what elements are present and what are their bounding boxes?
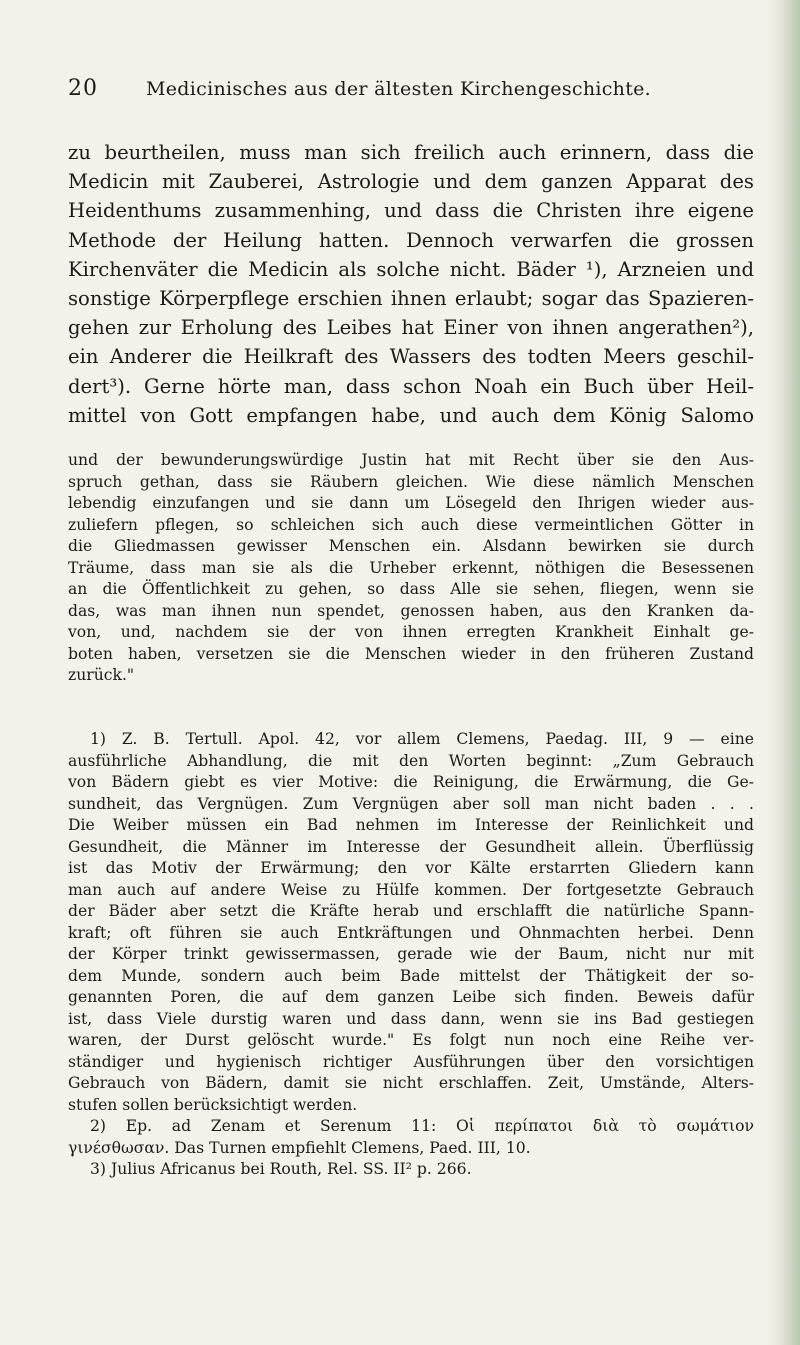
footnote-2-start: 2) Ep. ad Zenam et Serenum 11: Οἱ περίπατοι διὰ τὸ σωμάτιον <box>90 1117 754 1135</box>
footnote-line: Die Weiber müssen ein Bad nehmen im Interesse der Reinlichkeit und <box>68 816 754 834</box>
footnote-3: 3) Julius Africanus bei Routh, Rel. SS. II² p. 266. <box>90 1160 472 1178</box>
text-line: Kirchenväter die Medicin als solche nicht. Bäder ¹), Arzneien und <box>68 257 754 281</box>
footnote-line: ist, dass Viele durstig waren und dass dann, wenn sie ins Bad gestiegen <box>68 1009 754 1028</box>
quote-line: lebendig einzufangen und sie dann um Lösegeld den Ihrigen wieder aus- <box>68 494 754 512</box>
text-line: Heidenthums zusammenhing, und dass die Christen ihre eigene <box>68 199 754 223</box>
text-line: zu beurtheilen, muss man sich freilich auch erinnern, dass die <box>68 141 754 164</box>
quotation-continuation <box>68 450 754 687</box>
main-paragraph <box>68 138 754 430</box>
text-line: dert³). Gerne hörte man, dass schon Noah ein Buch über Heil- <box>68 374 754 398</box>
footnote-line: ständiger und hygienisch richtiger Ausführungen über den vorsichtigen <box>68 1052 754 1071</box>
quote-line: die Gliedmassen gewisser Menschen ein. Alsdann bewirken sie durch <box>68 537 754 555</box>
quote-line: Träume, dass man sie als die Urheber erkennt, nöthigen die Besessenen <box>68 558 754 577</box>
quote-line: spruch gethan, dass sie Räubern gleichen. Wie diese nämlich Menschen <box>68 472 754 491</box>
quote-line: und der bewunderungswürdige Justin hat mit Recht über sie den Aus- <box>68 451 754 469</box>
quote-line: boten haben, versetzen sie die Menschen wieder in den früheren Zustand <box>68 644 754 663</box>
text-line: Medicin mit Zauberei, Astrologie und dem ganzen Apparat des <box>68 170 754 194</box>
footnote-line: der Körper trinkt gewissermassen, gerade wie der Baum, nicht nur mit <box>68 945 754 963</box>
text-line: sonstige Körperpflege erschien ihnen erlaubt; sogar das Spazieren- <box>68 287 754 311</box>
footnote-line: ist das Motiv der Erwärmung; den vor Kälte erstarrten Gliedern kann <box>68 859 754 877</box>
text-line: mittel von Gott empfangen habe, und auch dem König Salomo <box>68 403 754 427</box>
footnote-line: ausführliche Abhandlung, die mit den Worten beginnt: „Zum Gebrauch <box>68 751 754 770</box>
text-line: ein Anderer die Heilkraft des Wassers des todten Meers geschil- <box>68 345 754 369</box>
footnote-line: von Bädern giebt es vier Motive: die Reinigung, die Erwärmung, die Ge- <box>68 773 754 791</box>
footnote-1-start: 1) Z. B. Tertull. Apol. 42, vor allem Clemens, Paedag. III, 9 — eine <box>90 730 754 748</box>
footnote-line: Gebrauch von Bädern, damit sie nicht erschlaffen. Zeit, Umstände, Alters- <box>68 1074 754 1092</box>
footnote-line: γινέσθωσαν. Das Turnen empfiehlt Clemens, Paed. III, 10. <box>68 1138 531 1157</box>
footnote-line: stufen sollen berücksichtigt werden. <box>68 1095 358 1114</box>
quote-line: an die Öffentlichkeit zu gehen, so dass Alle sie sehen, fliegen, wenn sie <box>68 580 754 598</box>
running-head: Medicinisches aus der ältesten Kirchengeschichte. <box>146 78 652 100</box>
footnote-line: waren, der Durst gelöscht wurde." Es folgt nun noch eine Reihe ver- <box>68 1031 754 1049</box>
footnote-line: Gesundheit, die Männer im Interesse der Gesundheit allein. Überflüssig <box>68 837 754 856</box>
footnote-line: genannten Poren, die auf dem ganzen Leibe sich finden. Beweis dafür <box>68 988 754 1006</box>
text-line: Methode der Heilung hatten. Dennoch verwarfen die grossen <box>68 228 754 252</box>
page-header <box>68 76 748 110</box>
footnote-line: kraft; oft führen sie auch Entkräftungen und Ohnmachten herbei. Denn <box>68 923 754 942</box>
quote-line: das, was man ihnen nun spendet, genossen haben, aus den Kranken da- <box>68 601 754 620</box>
text-line: gehen zur Erholung des Leibes hat Einer von ihnen angerathen²), <box>68 316 754 340</box>
footnote-line: dem Munde, sondern auch beim Bade mittelst der Thätigkeit der so- <box>68 966 754 985</box>
footnote-line: sundheit, das Vergnügen. Zum Vergnügen aber soll man nicht baden . . . <box>68 794 754 813</box>
footnote-line: der Bäder aber setzt die Kräfte herab und erschlafft die natürliche Spann- <box>68 902 754 920</box>
footnote-line: man auch auf andere Weise zu Hülfe kommen. Der fortgesetzte Gebrauch <box>68 880 754 899</box>
quote-line: zurück." <box>68 666 135 684</box>
quote-line: zuliefern pflegen, so schleichen sich auch diese vermeintlichen Götter in <box>68 515 754 534</box>
footnotes <box>68 729 754 1181</box>
page-edge <box>766 0 800 1345</box>
quote-line: von, und, nachdem sie der von ihnen erregten Krankheit Einhalt ge- <box>68 623 754 641</box>
page-number: 20 <box>68 76 98 101</box>
